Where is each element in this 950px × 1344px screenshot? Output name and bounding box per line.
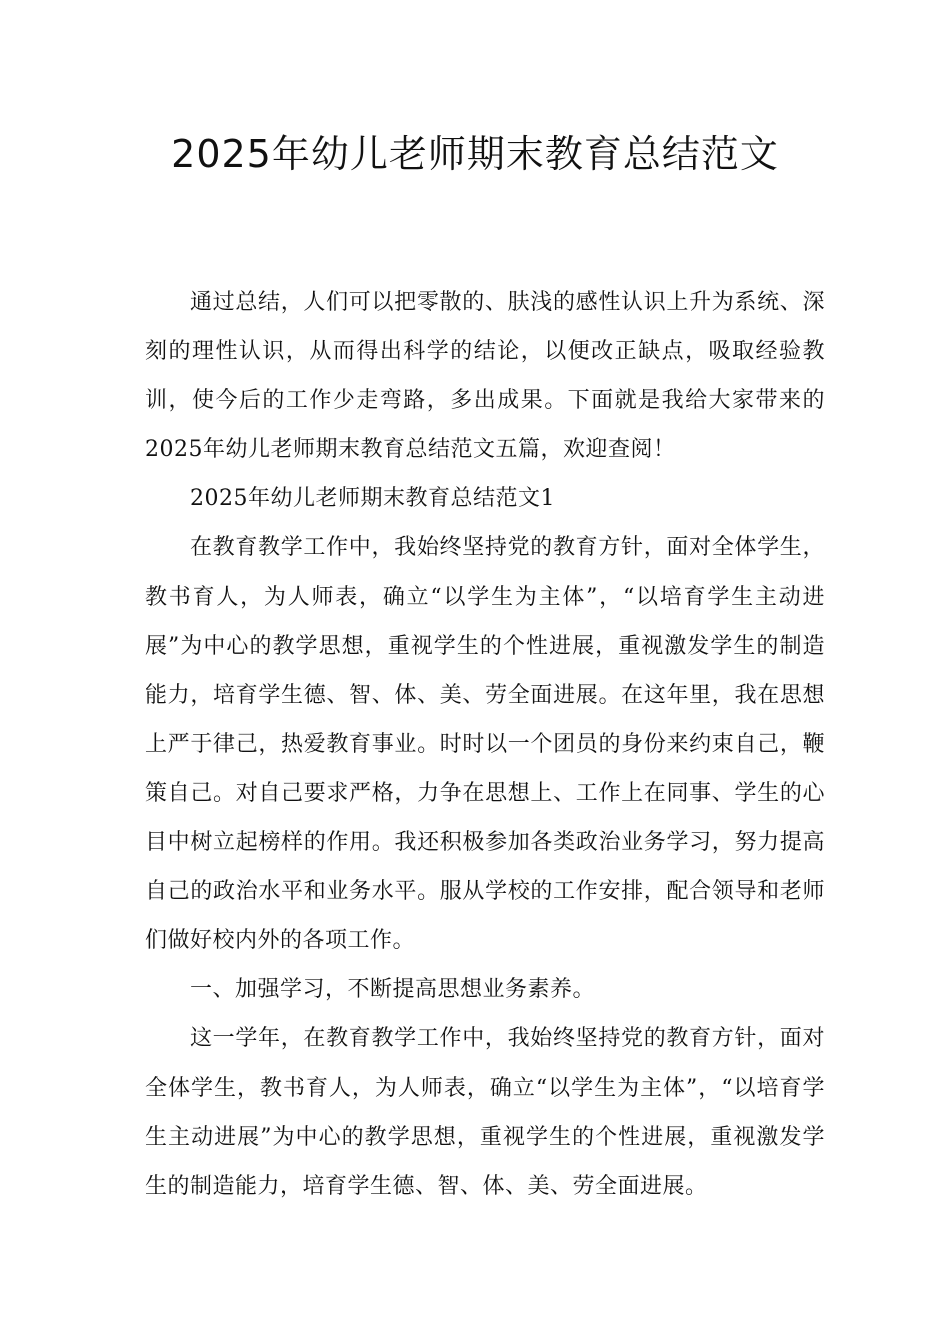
section-heading: 2025年幼儿老师期末教育总结范文1 xyxy=(190,486,555,512)
document-title: 2025年幼儿老师期末教育总结范文 xyxy=(171,132,779,176)
document-body xyxy=(145,278,825,1211)
intro-paragraph: 通过总结，人们可以把零散的、肤浅的感性认识上升为系统、深刻的理性认识，从而得出科学的结论，以便改正缺点，吸取经验教训，使今后的工作少走弯路，多出成果。下面就是我给大家带来的2025年幼儿老师期末教育总结范文五篇，欢迎查阅！ xyxy=(145,290,825,463)
subsection-heading: 一、加强学习，不断提高思想业务素养。 xyxy=(190,977,596,1003)
body-paragraph: 在教育教学工作中，我始终坚持党的教育方针，面对全体学生，教书育人，为人师表，确立“以学生为主体”，“以培育学生主动进展”为中心的教学思想，重视学生的个性进展，重视激发学生的制造能力，培育学生德、智、体、美、劳全面进展。在这年里，我在思想上严于律己，热爱教育事业。时时以一个团员的身份来约束自己，鞭策自己。对自己要求严格，力争在思想上、工作上在同事、学生的心目中树立起榜样的作用。我还积极参加各类政治业务学习，努力提高自己的政治水平和业务水平。服从学校的工作安排，配合领导和老师们做好校内外的各项工作。 xyxy=(145,535,825,954)
body-paragraph: 这一学年，在教育教学工作中，我始终坚持党的教育方针，面对全体学生，教书育人，为人师表，确立“以学生为主体”，“以培育学生主动进展”为中心的教学思想，重视学生的个性进展，重视激发学生的制造能力，培育学生德、智、体、美、劳全面进展。 xyxy=(145,1026,825,1199)
